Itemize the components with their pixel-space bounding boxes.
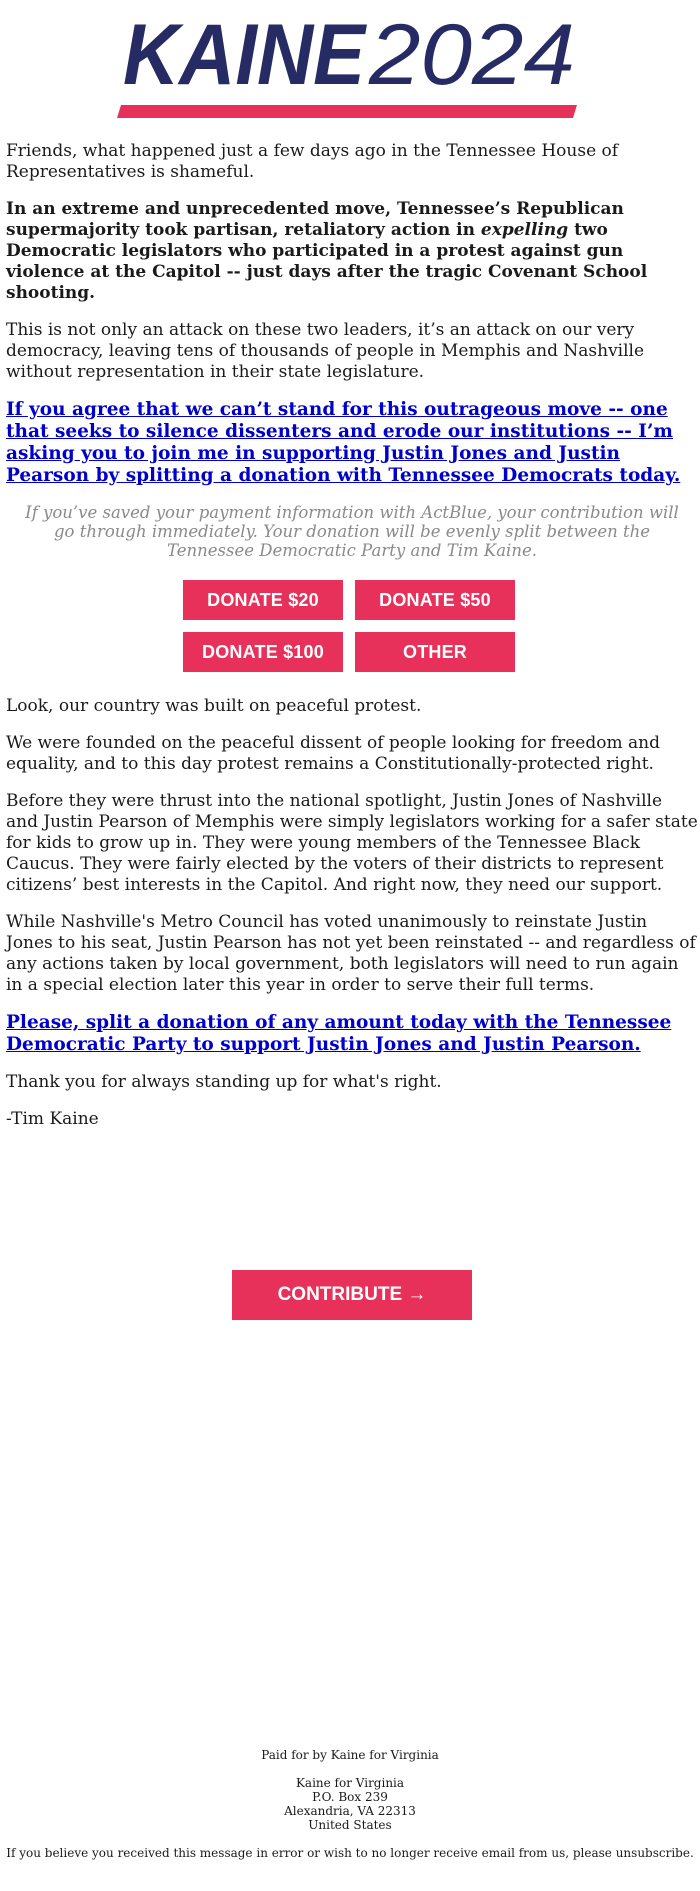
footer-org: Kaine for Virginia bbox=[295, 1776, 405, 1790]
protest-paragraph: Look, our country was built on peaceful protest. bbox=[6, 696, 422, 716]
attack-paragraph: This is not only an attack on these two leaders, it’s an attack on our very democracy, leaving tens of thousands of people in Memphis and Nashville without representation in their state legislature. bbox=[6, 320, 645, 382]
footer-country: United States bbox=[308, 1818, 392, 1832]
footer bbox=[0, 1748, 700, 1860]
logo-year: 2024 bbox=[367, 12, 575, 103]
intro-paragraph: Friends, what happened just a few days ago in the Tennessee House of Representatives is shameful. bbox=[6, 141, 619, 182]
email-body bbox=[2, 12, 698, 1320]
footer-city: Alexandria, VA 22313 bbox=[284, 1804, 416, 1818]
expulsion-paragraph bbox=[6, 199, 698, 304]
donate-100-button[interactable]: DONATE $100 bbox=[183, 632, 343, 672]
signature: -Tim Kaine bbox=[6, 1109, 99, 1129]
kaine-2024-logo bbox=[117, 12, 587, 124]
split-donation-link[interactable]: If you agree that we can’t stand for this outrageous move -- one that seeks to silence dissenters and erode our institutions -- I’m asking you to join me in supporting Justin Jones and Justin Pearson by splitting a donation with Tennessee Democrats today. bbox=[6, 399, 681, 486]
contribute-button[interactable]: CONTRIBUTE → bbox=[232, 1270, 472, 1320]
actblue-note: If you’ve saved your payment information with ActBlue, your contribution will go through immediately. Your donation will be evenly split between the Tennessee Democratic Party and Tim Kaine. bbox=[25, 503, 679, 560]
spotlight-paragraph: Before they were thrust into the national spotlight, Justin Jones of Nashville and Justin Pearson of Memphis were simply legislators working for a safer state for kids to grow up in. They were young members of the Tennessee Black Caucus. They were fairly elected by the voters of their districts to represent citizens’ best interests in the Capitol. And right now, they need our support. bbox=[6, 791, 698, 895]
donate-20-button[interactable]: DONATE $20 bbox=[183, 580, 343, 620]
contribute-container bbox=[6, 1270, 698, 1320]
expelling-emphasis: expelling bbox=[480, 220, 569, 240]
paid-for-line: Paid for by Kaine for Virginia bbox=[261, 1748, 439, 1762]
donate-button-grid bbox=[183, 580, 521, 672]
donate-50-button[interactable]: DONATE $50 bbox=[355, 580, 515, 620]
logo-name: KAINE bbox=[123, 12, 368, 103]
unsubscribe-notice[interactable]: If you believe you received this message in error or wish to no longer receive email from us, please unsubscribe. bbox=[6, 1846, 694, 1860]
footer-po-box: P.O. Box 239 bbox=[312, 1790, 388, 1804]
founded-paragraph: We were founded on the peaceful dissent of people looking for freedom and equality, and to this day protest remains a Constitutionally-protected right. bbox=[6, 733, 660, 774]
council-paragraph: While Nashville's Metro Council has voted unanimously to reinstate Justin Jones to his seat, Justin Pearson has not yet been reinstated -- and regardless of any actions taken by local government, both legislators will need to run again in a special election later this year in order to serve their full terms. bbox=[6, 912, 696, 995]
expulsion-text-after: two Democratic legislators who participated in a protest against gun violence at the Capitol -- just days after the tragic Covenant School shooting. bbox=[6, 220, 648, 303]
donate-other-button[interactable]: OTHER bbox=[355, 632, 515, 672]
logo-underline bbox=[117, 105, 577, 118]
split-donation-link-2[interactable]: Please, split a donation of any amount today with the Tennessee Democratic Party to support Justin Jones and Justin Pearson. bbox=[6, 1012, 672, 1055]
expulsion-text-before: In an extreme and unprecedented move, Tennessee’s Republican supermajority took partisan, retaliatory action in bbox=[6, 199, 624, 240]
thanks-paragraph: Thank you for always standing up for what's right. bbox=[6, 1072, 442, 1092]
